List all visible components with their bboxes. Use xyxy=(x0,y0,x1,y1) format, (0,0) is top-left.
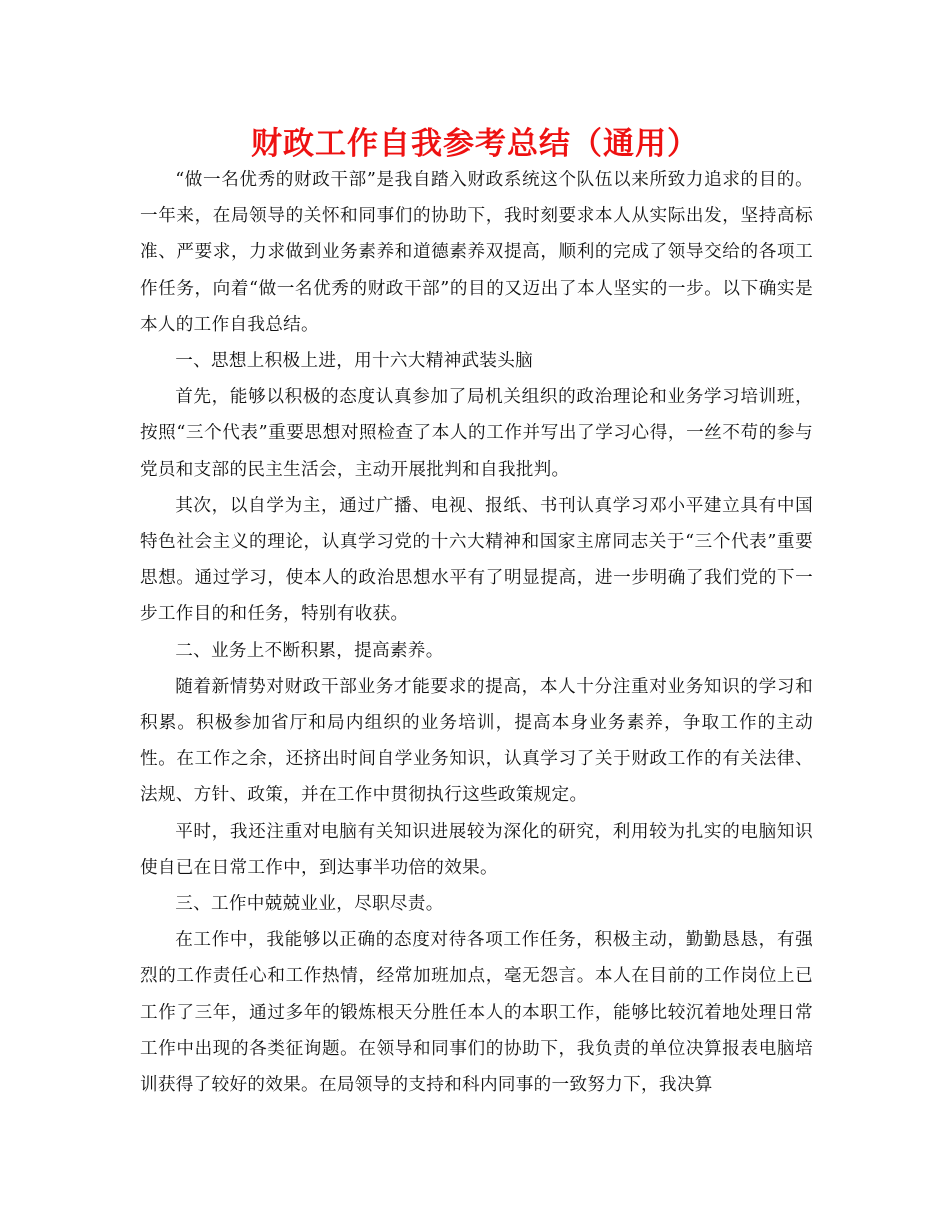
paragraph: 首先，能够以积极的态度认真参加了局机关组织的政治理论和业务学习培训班，按照“三个代表”重要思想对照检查了本人的工作并写出了学习心得，一丝不苟的参与党员和支部的民主生活会，主动开展批判和自我批判。 xyxy=(140,387,813,480)
document-body xyxy=(140,162,813,1103)
section-heading-2: 二、业务上不断积累，提高素养。 xyxy=(175,640,444,661)
paragraph: 其次，以自学为主，通过广播、电视、报纸、书刊认真学习邓小平建立具有中国特色社会主义的理论，认真学习党的十六大精神和国家主席同志关于“三个代表”重要思想。通过学习，使本人的政治思想水平有了明显提高，进一步明确了我们党的下一步工作目的和任务，特别有收获。 xyxy=(140,495,813,625)
section-heading-1: 一、思想上积极上进，用十六大精神武装头脑 xyxy=(175,351,534,372)
paragraph: 在工作中，我能够以正确的态度对待各项工作任务，积极主动，勤勤恳恳，有强烈的工作责任心和工作热情，经常加班加点，毫无怨言。本人在目前的工作岗位上已工作了三年，通过多年的锻炼根天分胜任本人的本职工作，能够比较沉着地处理日常工作中出现的各类征询题。在领导和同事们的协助下，我负责的单位决算报表电脑培训获得了较好的效果。在局领导的支持和科内同事的一致努力下，我决算 xyxy=(140,930,813,1096)
intro-paragraph: “做一名优秀的财政干部”是我自踏入财政系统这个队伍以来所致力追求的目的。一年来，在局领导的关怀和同事们的协助下，我时刻要求本人从实际出发，坚持高标准、严要求，力求做到业务素养和道德素养双提高，顺利的完成了领导交给的各项工作任务，向着“做一名优秀的财政干部”的目的又迈出了本人坚实的一步。以下确实是本人的工作自我总结。 xyxy=(140,170,813,335)
paragraph: 平时，我还注重对电脑有关知识进展较为深化的研究，利用较为扎实的电脑知识使自已在日常工作中，到达事半功倍的效果。 xyxy=(140,821,813,878)
paragraph: 随着新情势对财政干部业务才能要求的提高，本人十分注重对业务知识的学习和积累。积极参加省厅和局内组织的业务培训，提高本身业务素养，争取工作的主动性。在工作之余，还挤出时间自学业务知识，认真学习了关于财政工作的有关法律、法规、方针、政策，并在工作中贯彻执行这些政策规定。 xyxy=(140,676,813,806)
document-title: 财政工作自我参考总结（通用） xyxy=(251,126,699,162)
section-heading-3: 三、工作中兢兢业业，尽职尽责。 xyxy=(175,894,444,915)
